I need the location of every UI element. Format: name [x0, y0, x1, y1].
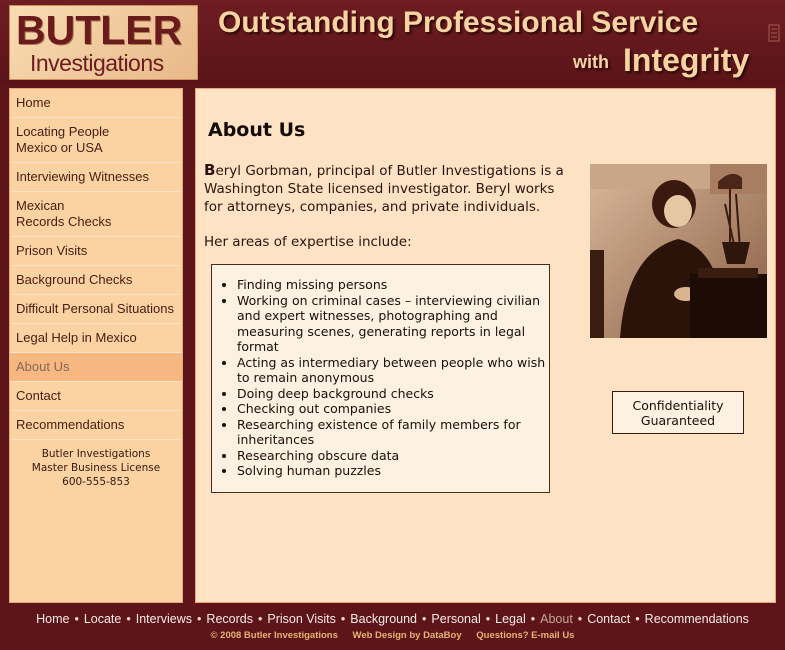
- footer-separator: •: [577, 612, 583, 626]
- footer-link-interviews[interactable]: Interviews: [135, 612, 193, 626]
- footer-separator: •: [74, 612, 79, 626]
- confidentiality-badge: [612, 391, 744, 434]
- sidebar-item-difficult-personal-situations[interactable]: Difficult Personal Situations: [10, 295, 182, 324]
- list-item: • Doing deep background checks: [237, 386, 549, 402]
- footer-credits: [0, 630, 785, 641]
- footer-link-locate[interactable]: Locate: [83, 612, 122, 626]
- license-info-line2: Master Business License: [31, 462, 161, 474]
- list-item: • Working on criminal cases – interviewing civilian and expert witnesses, photographing and measuring scenes, generating reports in legal format: [237, 293, 549, 355]
- sidebar-item-prison-visits[interactable]: Prison Visits: [10, 237, 182, 266]
- main-content: [195, 88, 776, 603]
- footer-link-personal[interactable]: Personal: [431, 612, 481, 626]
- logo-wordmark-butler: BUTLER: [16, 7, 183, 53]
- footer-separator: •: [126, 612, 131, 626]
- sidebar-item-locating-people-mexico-or-usa[interactable]: Locating People Mexico or USA: [10, 118, 182, 163]
- email-us-link[interactable]: Questions? E-mail Us: [476, 630, 575, 641]
- sidebar-item-about-us[interactable]: About Us: [10, 353, 182, 382]
- footer-link-prison-visits[interactable]: Prison Visits: [267, 612, 336, 626]
- sidebar-item-mexican-records-checks[interactable]: Mexican Records Checks: [10, 192, 182, 237]
- footer-separator: •: [530, 612, 536, 626]
- footer-separator: •: [340, 612, 346, 626]
- footer-link-about[interactable]: About: [540, 612, 573, 626]
- sidebar-item-home[interactable]: Home: [10, 89, 182, 118]
- list-item: • Researching existence of family members for inheritances: [237, 417, 549, 448]
- intro-text: eryl Gorbman, principal of Butler Investigations is a Washington State licensed investigator. Beryl works for attorneys, companies, and private individuals.: [204, 163, 564, 215]
- expertise-box: [211, 264, 550, 493]
- list-item: • Solving human puzzles: [237, 463, 549, 479]
- tagline-main: Outstanding Professional Service: [218, 6, 699, 39]
- list-item: • Checking out companies: [237, 401, 549, 417]
- confidentiality-line1: Confidentiality: [632, 398, 724, 413]
- license-info-line3: 600-555-853: [62, 476, 130, 488]
- footer-link-legal[interactable]: Legal: [495, 612, 526, 626]
- footer-nav: [0, 611, 785, 627]
- footer-link-recommendations[interactable]: Recommendations: [644, 612, 749, 626]
- copyright-text: © 2008 Butler Investigations: [210, 630, 338, 641]
- intro-paragraph: [204, 161, 574, 216]
- sidebar-item-interviewing-witnesses[interactable]: Interviewing Witnesses: [10, 163, 182, 192]
- sidebar-item-legal-help-in-mexico[interactable]: Legal Help in Mexico: [10, 324, 182, 353]
- footer-separator: •: [422, 612, 427, 626]
- sidebar-item-contact[interactable]: Contact: [10, 382, 182, 411]
- logo-wordmark-investigations: Investigations: [30, 50, 164, 76]
- footer-link-home[interactable]: Home: [36, 612, 70, 626]
- footer-separator: •: [485, 612, 491, 626]
- confidentiality-line2: Guaranteed: [640, 413, 716, 428]
- site-header: [0, 0, 785, 84]
- license-info-line1: Butler Investigations: [41, 448, 151, 460]
- footer-separator: •: [635, 612, 640, 626]
- expertise-heading: Her areas of expertise include:: [204, 234, 412, 250]
- sidebar-item-background-checks[interactable]: Background Checks: [10, 266, 182, 295]
- portrait-photo: [590, 164, 767, 338]
- tagline-integrity: Integrity: [623, 42, 750, 78]
- page-title: About Us: [208, 119, 306, 141]
- list-item: • Researching obscure data: [237, 448, 549, 464]
- sidebar-item-recommendations[interactable]: Recommendations: [10, 411, 182, 440]
- tagline-with: with: [573, 52, 609, 72]
- decorative-glyph-icon: [768, 24, 780, 42]
- footer-link-records[interactable]: Records: [206, 612, 253, 626]
- list-item: • Finding missing persons: [237, 277, 549, 293]
- drop-cap: B: [204, 161, 216, 179]
- footer-link-contact[interactable]: Contact: [587, 612, 631, 626]
- butler-logo[interactable]: [9, 5, 198, 80]
- site-footer: [0, 607, 785, 650]
- footer-separator: •: [257, 612, 263, 626]
- footer-separator: •: [197, 612, 202, 626]
- list-item: • Acting as intermediary between people who wish to remain anonymous: [237, 355, 549, 386]
- footer-link-background[interactable]: Background: [350, 612, 418, 626]
- web-design-credit-link[interactable]: Web Design by DataBoy: [352, 630, 462, 641]
- sidebar-nav: [9, 88, 183, 603]
- license-info: [10, 447, 182, 489]
- expertise-list: [212, 277, 549, 479]
